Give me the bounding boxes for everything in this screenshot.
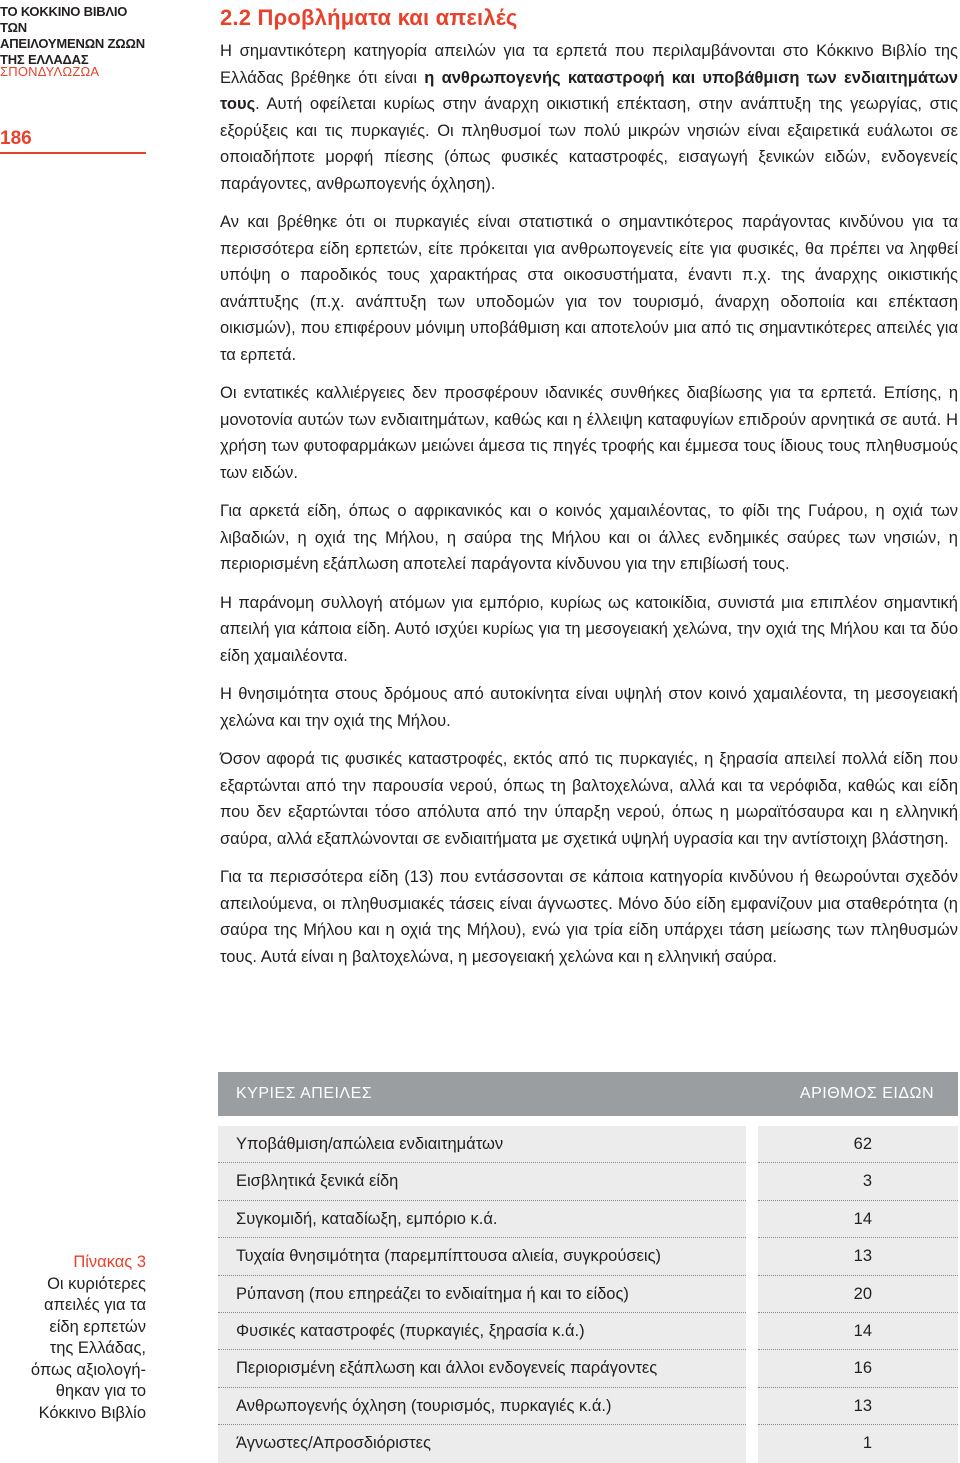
count-cell: 3: [758, 1163, 958, 1200]
count-cell: 62: [758, 1126, 958, 1163]
paragraph-bold-text: η ανθρωπογενής καταστροφή και υποβάθμιση των ενδιαιτημάτων τους: [220, 68, 958, 113]
threat-cell: Συγκομιδή, καταδίωξη, εμπόριο κ.ά.: [218, 1201, 746, 1238]
caption-title: Πίνακας 3: [73, 1253, 146, 1271]
threats-table: [218, 1072, 958, 1463]
table-row: [218, 1201, 958, 1238]
book-title-line: ΤΗΣ ΕΛΛΑΔΑΣ: [0, 52, 89, 67]
caption-line: απειλές για τα: [44, 1296, 146, 1314]
section-title: Προβλήματα και απειλές: [257, 5, 518, 30]
table-row: [218, 1425, 958, 1462]
threat-cell: Ρύπανση (που επηρεάζει το ενδιαίτημα ή και το είδος): [218, 1276, 746, 1313]
count-cell: 13: [758, 1238, 958, 1275]
book-title-line: ΤΟ ΚΟΚΚΙΝΟ ΒΙΒΛΙΟ ΤΩΝ: [0, 4, 128, 35]
caption-line: Κόκκινο Βιβλίο: [38, 1403, 146, 1422]
table-row: [218, 1388, 958, 1425]
caption-line: όπως αξιολογή-: [30, 1360, 146, 1379]
page-margin: [0, 0, 148, 1458]
threat-cell: Τυχαία θνησιμότητα (παρεμπίπτουσα αλιεία, συγκρούσεις): [218, 1238, 746, 1275]
paragraph: Οι εντατικές καλλιέργειες δεν προσφέρουν ιδανικές συνθήκες διαβίωσης για τα ερπετά. Επίσης, η μονοτονία αυτών των ενδιαιτημάτων, καθώς και η έλλειψη καταφυγίων επιδρούν αρνητικά σε αυτά. Η χρήση των φυτοφαρμάκων μειώνει άμεσα τις πηγές τροφής και έμμεσα τους ίδιους τους πληθυσμούς των ειδών.: [220, 384, 958, 482]
table-row: [218, 1350, 958, 1387]
book-title: [0, 4, 150, 68]
threat-cell: Ανθρωπογενής όχληση (τουρισμός, πυρκαγιές κ.ά.): [218, 1388, 746, 1425]
count-cell: 1: [862, 1434, 872, 1453]
paragraph: [220, 38, 958, 197]
table-row: [218, 1313, 958, 1350]
header-count: ΑΡΙΘΜΟΣ ΕΙΔΩΝ: [799, 1085, 935, 1102]
table-row: [218, 1238, 958, 1275]
caption-line: Οι κυριότερες: [47, 1274, 146, 1293]
main-text: [220, 0, 958, 970]
paragraph: Όσον αφορά τις φυσικές καταστροφές, εκτός από τις πυρκαγιές, η ξηρασία απειλεί πολλά είδη που εξαρτώνται από την παρουσία νερού, όπως τη βαλτοχελώνα, αλλά και τα νερόφιδα, καθώς και είδη που δεν εξαρτώνται τόσο απόλυτα από την ύπαρξη νερού, όπως η μωραϊτόσαυρα και η ελληνική σαύρα, αλλά εξαπλώνονται σε ενδιαιτήματα με σχετικά υψηλή υγρασία και την αντίστοιχη βλάστηση.: [220, 750, 958, 848]
count-cell: 14: [758, 1201, 958, 1238]
paragraph: Η παράνομη συλλογή ατόμων για εμπόριο, κυρίως ως κατοικίδια, συνιστά μια επιπλέον σημαντική απειλή για κάποια είδη. Αυτό ισχύει κυρίως για τη μεσογειακή χελώνα, την οχιά της Μήλου και τα δύο είδη χαμαιλέοντα.: [220, 593, 958, 665]
page-number: 186: [0, 128, 32, 149]
section-heading: [220, 0, 958, 30]
table-caption: [10, 1252, 146, 1424]
table-row: [218, 1126, 958, 1163]
paragraph: Αν και βρέθηκε ότι οι πυρκαγιές είναι στατιστικά ο σημαντικότερος παράγοντας κινδύνου για τα περισσότερα είδη ερπετών, είτε πρόκειται για ανθρωπογενείς είτε για φυσικές, θα πρέπει να ληφθεί υπόψη ο παροδικός τους χαρακτήρας στα οικοσυστήματα, έναντι π.χ. της άναρχης οικιστικής ανάπτυξης (π.χ. ανάπτυξη των υποδομών για τον τουρισμό, άναρχη οδοποιία και επέκταση οικισμών), που επιφέρουν μόνιμη υποβάθμιση και αποτελούν μια από τις σημαντικότερες απειλές για τα ερπετά.: [220, 213, 958, 364]
table-row: [218, 1163, 958, 1200]
page-number-rule: [0, 152, 146, 154]
threat-cell: Περιορισμένη εξάπλωση και άλλοι ενδογενείς παράγοντες: [218, 1350, 746, 1387]
count-cell: 20: [758, 1276, 958, 1313]
paragraph-text: Η σημαντικότερη κατηγορία απειλών για τα ερπετά που περιλαμβάνονται στο Κόκκινο Βιβλίο της Ελλάδας βρέθηκε ότι είναι: [220, 42, 958, 87]
book-title-line: ΑΠΕΙΛΟΥΜΕΝΩΝ ΖΩΩΝ: [0, 36, 145, 51]
section-number: 2.2: [220, 5, 252, 30]
count-cell: 16: [758, 1350, 958, 1387]
paragraph: Η θνησιμότητα στους δρόμους από αυτοκίνητα είναι υψηλή στον κοινό χαμαιλέοντα, τη μεσογειακή χελώνα και την οχιά της Μήλου.: [220, 685, 958, 730]
caption-line: της Ελλάδας,: [49, 1339, 146, 1357]
count-cell: 14: [758, 1313, 958, 1350]
caption-line: θηκαν για το: [55, 1382, 146, 1400]
threat-cell: Άγνωστες/Απροσδιόριστες: [236, 1434, 431, 1453]
threat-cell: Εισβλητικά ξενικά είδη: [218, 1163, 746, 1200]
table-header: [218, 1072, 958, 1116]
threat-cell: Φυσικές καταστροφές (πυρκαγιές, ξηρασία κ.ά.): [218, 1313, 746, 1350]
paragraph: Για τα περισσότερα είδη (13) που εντάσσονται σε κάποια κατηγορία κινδύνου ή θεωρούνται σχεδόν απειλούμενα, οι πληθυσμιακές τάσεις είναι άγνωστες. Μόνο δύο είδη εμφανίζουν μια σταθερότητα (η σαύρα της Μήλου και η οχιά της Μήλου), ενώ για τρία είδη υπάρχει τάση μείωσης των πληθυσμών τους. Αυτά είναι η βαλτοχελώνα, η μεσογειακή χελώνα και η ελληνική σαύρα.: [220, 868, 958, 966]
caption-line: είδη ερπετών: [49, 1317, 146, 1336]
count-cell: 13: [758, 1388, 958, 1425]
threat-cell: Υποβάθμιση/απώλεια ενδιαιτημάτων: [218, 1126, 746, 1163]
header-threats: ΚΥΡΙΕΣ ΑΠΕΙΛΕΣ: [236, 1085, 373, 1102]
table-row: [218, 1276, 958, 1313]
section-name: ΣΠΟΝΔΥΛΩΖΩΑ: [0, 64, 100, 79]
paragraph-text: . Αυτή οφείλεται κυρίως στην άναρχη οικιστική επέκταση, στην ανάπτυξη της γεωργίας, στις εξορύξεις και τις πυρκαγιές. Οι πληθυσμοί των πολύ μικρών νησιών είναι εξαιρετικά ευάλωτοι σε οποιαδήποτε μορφή πίεσης (όπως φυσικές καταστροφές, εισαγωγή ξενικών ειδών, ενδογενείς παράγοντες, ανθρωπογενής όχληση).: [220, 95, 958, 193]
paragraph: Για αρκετά είδη, όπως ο αφρικανικός και ο κοινός χαμαιλέοντας, το φίδι της Γυάρου, η οχιά των λιβαδιών, η οχιά της Μήλου, η σαύρα της Μήλου και οι άλλες ενδημικές σαύρες των νησιών, η περιορισμένη εξάπλωση αποτελεί παράγοντα κίνδυνου για την επιβίωσή τους.: [220, 502, 958, 573]
